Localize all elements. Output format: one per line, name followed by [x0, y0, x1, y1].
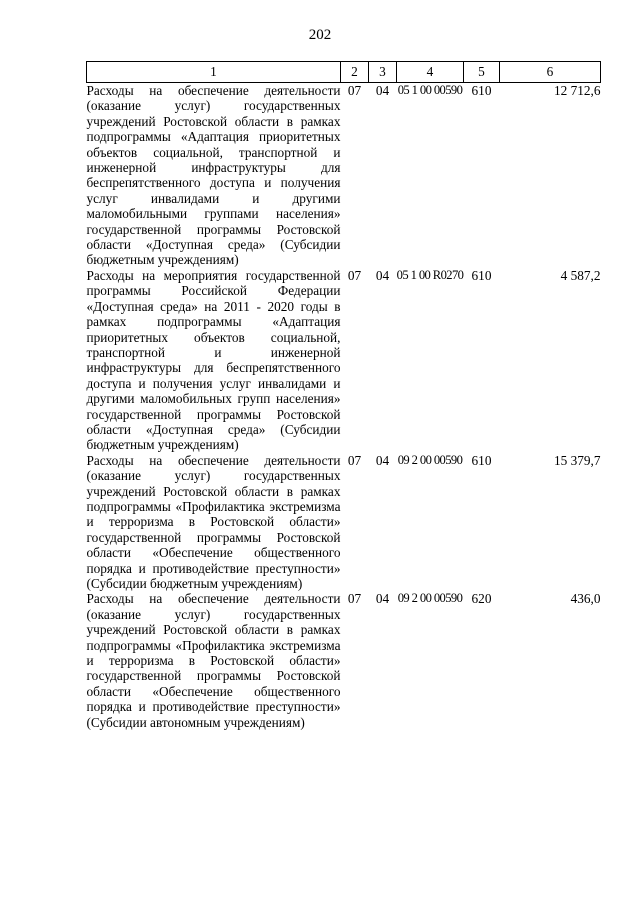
row-target-code: 09 2 00 00590 — [397, 591, 463, 606]
row-target-code: 09 2 00 00590 — [397, 452, 463, 467]
row-amount: 4 587,2 — [560, 267, 601, 283]
row-subsection: 04 — [375, 83, 390, 98]
table-row — [87, 83, 601, 268]
row-expense-type: 610 — [471, 267, 492, 283]
row-amount: 15 379,7 — [553, 452, 601, 468]
header-col-2: 2 — [341, 62, 369, 83]
row-subsection: 04 — [375, 267, 390, 283]
row-section: 07 — [347, 267, 362, 283]
row-description: Расходы на обеспечение деятельности (оказание услуг) государственных учреждений Ростовской области в рамках подпрограммы «Профилактика экстремизма и терроризма в Ростовской области» государственной программы Ростовской области «Обеспечение общественного порядка и противодействие преступности» (Субсидии бюджетным учреждениям) — [86, 452, 341, 591]
row-expense-type: 620 — [471, 591, 492, 607]
table-row — [87, 453, 601, 592]
table-row — [87, 591, 601, 730]
row-target-code: 05 1 00 00590 — [397, 83, 463, 97]
row-section: 07 — [347, 83, 362, 98]
row-description: Расходы на обеспечение деятельности (оказание услуг) государственных учреждений Ростовской области в рамках подпрограммы «Профилактика экстремизма и терроризма в Ростовской области» государственной программы Ростовской области «Обеспечение общественного порядка и противодействие преступности» (Субсидии автономным учреждениям) — [86, 591, 341, 730]
table-header-row — [87, 62, 601, 83]
row-expense-type: 610 — [471, 452, 492, 468]
row-description: Расходы на мероприятия государственной программы Российской Федерации «Доступная среда» на 2011 - 2020 годы в рамках подпрограммы «Адаптация приоритетных объектов социальной, транспортной и инженерной инфраструктуры для беспрепятственного доступа и получения услуг инвалидами и другими маломобильных групп населения» государственной программы Ростовской области «Доступная среда» (Субсидии бюджетным учреждениям) — [86, 267, 341, 453]
row-subsection: 04 — [375, 452, 390, 468]
row-section: 07 — [347, 591, 362, 607]
header-col-1: 1 — [87, 62, 341, 83]
budget-table — [86, 61, 601, 730]
header-col-3: 3 — [369, 62, 397, 83]
row-amount: 12 712,6 — [553, 83, 601, 98]
table-row — [87, 268, 601, 453]
row-amount: 436,0 — [570, 591, 601, 607]
row-description: Расходы на обеспечение деятельности (оказание услуг) государственных учреждений Ростовской области в рамках подпрограммы «Адаптация приоритетных объектов социальной, транспортной и инженерной инфраструктуры для беспрепятственного доступа и получения услуг инвалидами и другими маломобильными группами населения» государственной программы Ростовской области «Доступная среда» (Субсидии бюджетным учреждениям) — [86, 83, 341, 268]
row-expense-type: 610 — [471, 83, 492, 98]
row-subsection: 04 — [375, 591, 390, 607]
header-col-5: 5 — [464, 62, 500, 83]
row-target-code: 05 1 00 R0270 — [396, 267, 464, 282]
page-number: 202 — [308, 27, 332, 43]
header-col-4: 4 — [397, 62, 464, 83]
header-col-6: 6 — [500, 62, 601, 83]
row-section: 07 — [347, 452, 362, 468]
